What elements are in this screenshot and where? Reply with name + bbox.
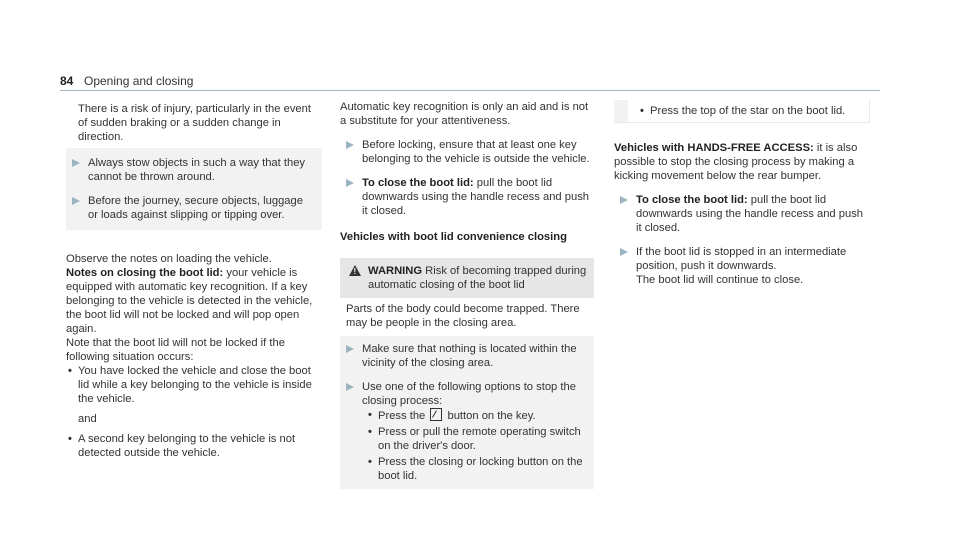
step-close-boot bbox=[340, 176, 596, 218]
warning-title: Risk of becoming trapped during automatic closing of the boot lid bbox=[368, 265, 587, 291]
step-text bbox=[362, 176, 596, 218]
step-intermediate bbox=[614, 245, 870, 287]
step-title: To close the boot lid: bbox=[636, 194, 748, 206]
option-text: Press the bbox=[378, 410, 426, 422]
page-number: 84 bbox=[60, 74, 74, 88]
continued-box bbox=[614, 100, 870, 123]
step-before-locking bbox=[340, 138, 596, 166]
observe-text: Observe the notes on loading the vehicle. bbox=[66, 253, 272, 265]
warning-icon: ! bbox=[349, 265, 361, 276]
section-title: Opening and closing bbox=[84, 74, 194, 88]
step-body: pull the boot lid downwards using the handle recess and push it closed. bbox=[636, 194, 864, 234]
column-3 bbox=[614, 100, 870, 287]
step-arrow-icon bbox=[346, 179, 354, 187]
step-title: To close the boot lid: bbox=[362, 177, 474, 189]
step-secure bbox=[66, 194, 314, 222]
page-header bbox=[60, 74, 880, 91]
step-arrow-icon bbox=[72, 197, 80, 205]
step-arrow-icon bbox=[620, 248, 628, 256]
hands-free-title: Vehicles with HANDS-FREE ACCESS: bbox=[614, 142, 814, 154]
hazard-text: There is a risk of injury, particularly in the event of sudden braking or a sudden change in direction. bbox=[78, 103, 311, 143]
bullet-item: • Press the top of the star on the boot lid. bbox=[640, 104, 863, 118]
boot-lid-key-icon bbox=[430, 408, 442, 421]
step-body: pull the boot lid downwards using the handle recess and push it closed. bbox=[362, 177, 590, 217]
column-1 bbox=[66, 100, 322, 460]
bullet-item: • You have locked the vehicle and close the boot lid while a key belonging to the vehicle is inside the vehicle. bbox=[68, 364, 322, 406]
option-text: Press the closing or locking button on the boot lid. bbox=[378, 456, 583, 482]
bullet-text: You have locked the vehicle and close the boot lid while a key belonging to the vehicle is inside the vehicle. bbox=[78, 365, 312, 405]
option-switch: • Press or pull the remote operating switch on the driver's door. bbox=[368, 425, 588, 453]
step-arrow-icon bbox=[346, 141, 354, 149]
bullet-text: Press the top of the star on the boot lid. bbox=[650, 105, 846, 117]
notes-paragraph bbox=[66, 266, 322, 336]
step-arrow-icon bbox=[620, 196, 628, 204]
step-make-sure bbox=[340, 342, 588, 370]
option-text: Press or pull the remote operating switch on the driver's door. bbox=[378, 426, 581, 452]
step-text: If the boot lid is stopped in an intermediate position, push it downwards. bbox=[636, 246, 847, 272]
hazard-box bbox=[66, 100, 322, 230]
option-text: button on the key. bbox=[447, 410, 536, 422]
bullet-item: • A second key belonging to the vehicle is not detected outside the vehicle. bbox=[68, 432, 322, 460]
hands-free-text: it is also possible to stop the closing process by making a kicking movement below the rear bumper. bbox=[614, 142, 858, 182]
step-stow bbox=[66, 156, 314, 184]
step-arrow-icon bbox=[346, 345, 354, 353]
step-text bbox=[636, 193, 870, 235]
step-arrow-icon bbox=[72, 159, 80, 167]
step-text: Before locking, ensure that at least one key belonging to the vehicle is outside the vehicle. bbox=[362, 139, 590, 165]
step-stop-options bbox=[340, 380, 588, 483]
hands-free-paragraph bbox=[614, 141, 870, 183]
step-text: Always stow objects in such a way that they cannot be thrown around. bbox=[88, 157, 306, 183]
warning-box bbox=[340, 258, 594, 489]
option-button: • Press the closing or locking button on the boot lid. bbox=[368, 455, 588, 483]
warning-text: Parts of the body could become trapped. There may be people in the closing area. bbox=[346, 303, 580, 329]
option-key: • Press the button on the key. bbox=[368, 409, 536, 422]
step-text: Before the journey, secure objects, luggage or loads against slipping or tipping over. bbox=[88, 195, 303, 221]
convenience-heading: Vehicles with boot lid convenience closing bbox=[340, 231, 567, 243]
note-locked-text: Note that the boot lid will not be locked if the following situation occurs: bbox=[66, 337, 285, 363]
bullet-text: A second key belonging to the vehicle is not detected outside the vehicle. bbox=[78, 433, 296, 459]
step-text: Make sure that nothing is located within the vicinity of the closing area. bbox=[362, 343, 577, 369]
step-arrow-icon bbox=[346, 383, 354, 391]
column-2 bbox=[340, 100, 596, 489]
warning-header bbox=[340, 258, 594, 298]
step-text: Use one of the following options to stop the closing process: bbox=[362, 381, 576, 407]
result-text: The boot lid will continue to close. bbox=[636, 274, 804, 286]
notes-body: your vehicle is equipped with automatic key recognition. If a key belonging to the vehicle is detected in the vehicle, the boot lid will not be locked and will pop open again. bbox=[66, 267, 313, 335]
step-close-boot bbox=[614, 193, 870, 235]
and-text: and bbox=[78, 413, 97, 425]
warning-label: WARNING bbox=[368, 265, 423, 277]
intro-text: Automatic key recognition is only an aid and is not a substitute for your attentiveness. bbox=[340, 101, 589, 127]
notes-title: Notes on closing the boot lid: bbox=[66, 267, 224, 279]
